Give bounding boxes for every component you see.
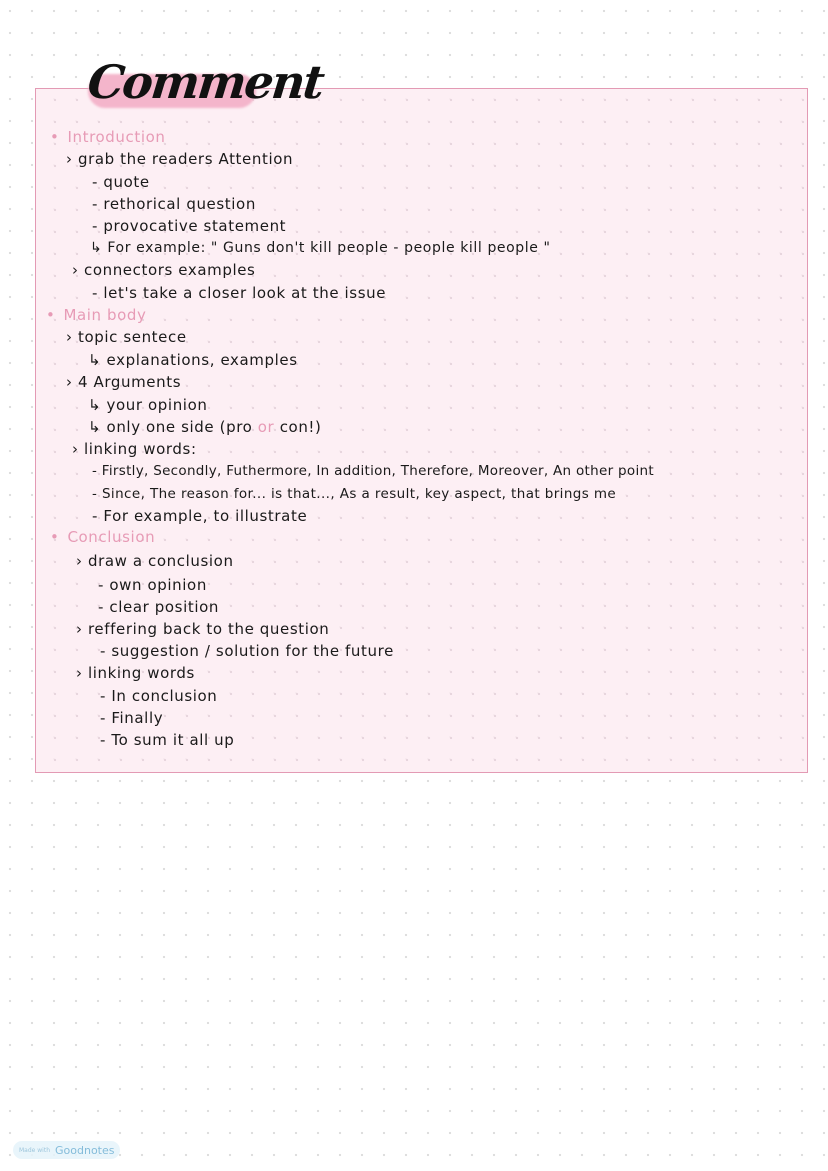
- note-line: ↳ For example: " Guns don't kill people - people kill people ": [90, 240, 551, 256]
- note-line: › 4 Arguments: [66, 373, 182, 391]
- heading-text: Conclusion: [67, 528, 156, 546]
- note-line: - rethorical question: [92, 195, 256, 213]
- bullet-icon: •: [46, 306, 56, 324]
- note-line: › draw a conclusion: [76, 552, 234, 570]
- note-line: ↳ explanations, examples: [88, 351, 298, 369]
- note-line: - Firstly, Secondly, Futhermore, In addition, Therefore, Moreover, An other point: [92, 463, 654, 479]
- goodnotes-badge: [13, 1141, 120, 1159]
- highlight-text: or: [257, 418, 275, 436]
- heading-text: Main body: [63, 306, 147, 324]
- bullet-icon: •: [50, 128, 60, 146]
- note-line: [88, 417, 322, 437]
- note-line: - let's take a closer look at the issue: [92, 284, 387, 302]
- page-title: Comment: [85, 55, 326, 109]
- made-with-label: Made with: [19, 1146, 50, 1154]
- note-line: - For example, to illustrate: [92, 507, 308, 525]
- brand-label: Goodnotes: [55, 1143, 115, 1157]
- note-line: › topic sentece: [66, 328, 187, 346]
- note-line: › linking words: [76, 664, 195, 682]
- note-line: ↳ your opinion: [88, 396, 208, 414]
- title-block: [85, 52, 326, 112]
- note-text: ↳ only one side (pro: [88, 418, 258, 436]
- note-line: - suggestion / solution for the future: [100, 642, 394, 660]
- note-line: - provocative statement: [92, 217, 287, 235]
- section-heading-introduction: [50, 127, 166, 147]
- section-heading-main-body: [46, 305, 147, 325]
- note-line: › linking words:: [72, 440, 197, 458]
- note-line: › grab the readers Attention: [66, 150, 294, 168]
- note-line: - quote: [92, 173, 150, 191]
- note-line: - In conclusion: [100, 687, 218, 705]
- note-line: - own opinion: [98, 576, 207, 594]
- note-line: › connectors examples: [72, 261, 256, 279]
- bullet-icon: •: [50, 528, 60, 546]
- note-line: › reffering back to the question: [76, 620, 330, 638]
- note-line: - To sum it all up: [100, 731, 235, 749]
- note-line: - clear position: [98, 598, 219, 616]
- note-line: - Since, The reason for... is that..., As a result, key aspect, that brings me: [92, 486, 617, 502]
- heading-text: Introduction: [67, 128, 166, 146]
- section-heading-conclusion: [50, 527, 155, 547]
- note-line: - Finally: [100, 709, 164, 727]
- note-text: con!): [274, 418, 322, 436]
